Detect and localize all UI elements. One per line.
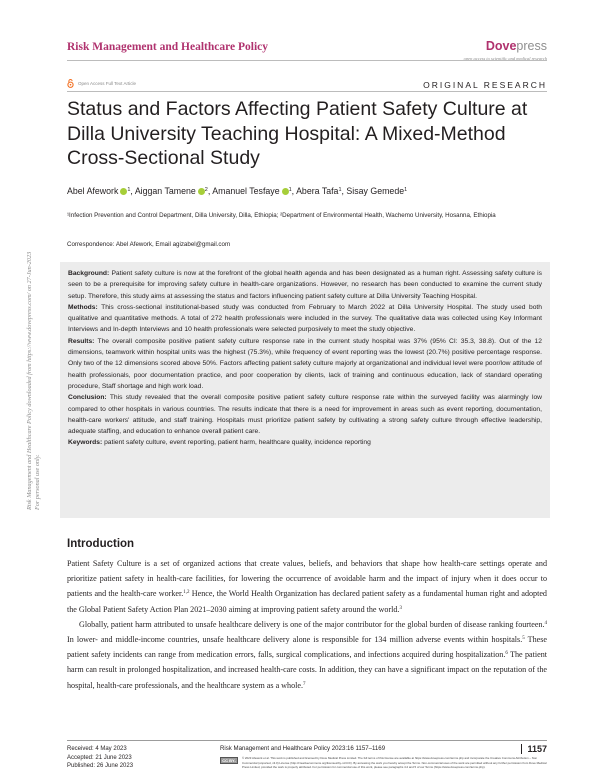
author-affil-ref: 1	[404, 187, 408, 193]
citation-ref[interactable]: 7	[302, 681, 306, 687]
abstract-conclusion-label: Conclusion:	[68, 394, 107, 402]
publication-dates	[67, 745, 133, 771]
publisher-tagline: open access to scientific and medical research	[463, 56, 547, 61]
orcid-icon[interactable]	[198, 188, 205, 195]
accepted-date: Accepted: 21 June 2023	[67, 754, 132, 761]
orcid-icon[interactable]	[282, 188, 289, 195]
published-date: Published: 26 June 2023	[67, 763, 134, 770]
correspondence: Correspondence: Abel Afework, Email agizabel@gmail.com	[67, 241, 231, 248]
received-date: Received: 4 May 2023	[67, 746, 127, 752]
abstract-results-label: Results:	[68, 337, 95, 345]
open-access-icon	[67, 79, 74, 88]
page-number: 1157	[527, 744, 547, 754]
article-title: Status and Factors Affecting Patient Safety Culture at Dilla University Teaching Hospital: A Mixed-Method Cross-Sectional Study	[67, 98, 528, 169]
citation-ref[interactable]: 6	[505, 651, 508, 657]
abstract-box	[60, 262, 550, 518]
citation-ref[interactable]: 3	[399, 605, 402, 611]
abstract-conclusion: This study revealed that the overall composite positive patient safety culture response rate within the surveyed facility was alarmingly low compared to other hospitals in various countries. The results indicate that there is a need for improvement in areas such as event reporting, documentation, health-care workers' attitude, and staff training. Hospitals must prioritize patient safety by cultivating a strong safety culture through effective leadership, adequate staffing, and education to enhance overall patient care.	[68, 394, 542, 436]
intro-p2-text: Globally, patient harm attributed to unsafe healthcare delivery is one of the major contributor for the global burden of disease ranking fourteen.	[79, 619, 545, 629]
footer-divider	[67, 740, 547, 741]
section-heading-introduction: Introduction	[67, 538, 135, 550]
open-access-badge	[67, 79, 136, 88]
cc-license-badge[interactable]: CC BY-NC	[220, 757, 238, 764]
affiliations: ¹Infection Prevention and Control Department, Dilla University, Dilla, Ethiopia; ²Department of Environmental Health, Wachemo University, Hosanna, Ethiopia	[67, 212, 496, 219]
open-access-label: Open Access Full Text Article	[78, 81, 136, 86]
publisher-main: Dove	[485, 39, 517, 53]
abstract-methods: This cross-sectional institutional-based study was conducted from February to March 2022 at Dilla University Hospital. The study used both qualitative and quantitative methods. A total of 272 health professionals were included in the survey. The qualitative data was collected using Key Informant Interviews and In-depth Interviews and 10 health professionals were selected purposively to meet the study objective.	[68, 303, 542, 334]
author-affil-ref: 1	[288, 187, 292, 193]
author-name[interactable]: Abel Afework	[67, 186, 119, 196]
introduction-body	[67, 556, 547, 693]
author-name[interactable]: Amanuel Tesfaye	[212, 186, 280, 196]
article-type-divider	[67, 91, 547, 92]
author-affil-ref: 2	[204, 187, 208, 193]
watermark-line-2: For personal use only.	[34, 454, 41, 510]
citation-ref[interactable]: 1,2	[183, 590, 190, 596]
abstract-background-label: Background:	[68, 270, 110, 277]
author-name[interactable]: Aiggan Tamene	[134, 186, 196, 196]
article-type: ORIGINAL RESEARCH	[423, 80, 547, 90]
author-affil-ref: 1	[127, 187, 131, 193]
intro-p1-text: Hence, the World Health Organization has declared patient safety as a fundamental human right and adopted the Global Patient Safety Action Plan 2021–2030 aiming at improving patient safety around the world.	[67, 589, 547, 614]
watermark-line-1: Risk Management and Healthcare Policy downloaded from https://www.dovepress.com/ on 27-Jun-2023	[26, 251, 33, 510]
page-number-divider	[521, 744, 522, 754]
intro-p2-text: In lower- and middle-income countries, unsafe healthcare delivery alone is responsible for 134 million adverse events within hospitals.	[67, 635, 523, 645]
download-watermark	[26, 251, 46, 776]
author-list: Abel Afework $^1$, Aiggan Tamene $^2$, Amanuel Tesfaye $^1$, Abera Tafa$^1$, Sisay Gemede$^1$	[67, 186, 408, 196]
abstract-keywords-label: Keywords:	[68, 439, 103, 447]
abstract-methods-label: Methods:	[68, 303, 98, 311]
author-name[interactable]: Sisay Gemede	[346, 186, 405, 196]
journal-name: Risk Management and Healthcare Policy	[67, 41, 269, 53]
intro-p1-text: Patient Safety Culture is a set of organized actions that create values, beliefs, and behaviors that shape how health-care settings operate and prioritize patient safety in health-care facilities, for lowering the occurrence of avoidable harm and the impact of injury when it does occur to patients and the health-care worker.	[67, 559, 547, 599]
intro-p2-text: The patient harm can result in prolonged hospitalization, and increased health-care costs. In addition, they can have a significant impact on the reputation of the hospital, health-care professionals, and the healthcare system as a whole.	[67, 650, 548, 690]
footer-citation[interactable]: Risk Management and Healthcare Policy 2023:16 1157–1169	[220, 745, 386, 752]
abstract-background: Patient safety culture is now at the forefront of the global health agenda and has been designated as a human right. Assessing safety culture is seen to be a prerequisite for improving safety culture in health-care organizations. However, no research has been conducted to examine the current study setup. Therefore, this study aims at assessing the status and factors influencing patient safety culture at Dilla University Teaching Hospital.	[68, 270, 543, 300]
abstract-results: The overall composite positive patient safety culture response rate in the current study hospital was 37% (95% CI: 35.3, 38.8). Out of the 12 dimensions, teamwork within hospital units was the highest (75.3%), while frequency of event reporting was the lowest (20.7%) positive percentage response. Only two of the 12 dimensions scored above 50%. Factors affecting patient safety culture majorly at organizational and individual level were poor/low attitude of health professionals, poor documentation practice, and poor cooperation by clients, lack of training and continuous education, lack of standard operating procedure, Staff shortage and high work load.	[68, 337, 542, 390]
publisher-logo[interactable]	[464, 39, 547, 61]
abstract-keywords: patient safety culture, event reporting, patient harm, healthcare quality, incidence reporting	[104, 439, 371, 447]
header-divider	[67, 60, 547, 61]
citation-ref[interactable]: 4	[544, 620, 547, 626]
intro-p2-text: These patient safety incidents can range from medication errors, falls, surgical complications, and infections acquired during hospitalization.	[67, 635, 548, 660]
author-name[interactable]: Abera Tafa	[296, 186, 339, 196]
license-text: © 2023 Afework et al. This work is published and licensed by Dove Medical Press Limited. The full terms of this license are available at https://www.dovepress.com/terms.php and incorporate the Creative Commons Attribution – Non Commercial (unported, v3.0) License (http://creativecommons.org/licenses/by-nc/3.0/). By accessing the work you hereby accept the Terms. Non-commercial uses of the work are permitted without any further permission from Dove Medical Press Limited, provided the work is properly attributed. For permission for commercial use of this work, please see paragraphs 4.2 and 5 of our Terms (https://www.dovepress.com/terms.php).	[242, 756, 547, 770]
author-affil-ref: 1	[338, 187, 342, 193]
publisher-sub: press	[516, 39, 547, 53]
citation-ref[interactable]: 5	[522, 636, 525, 642]
